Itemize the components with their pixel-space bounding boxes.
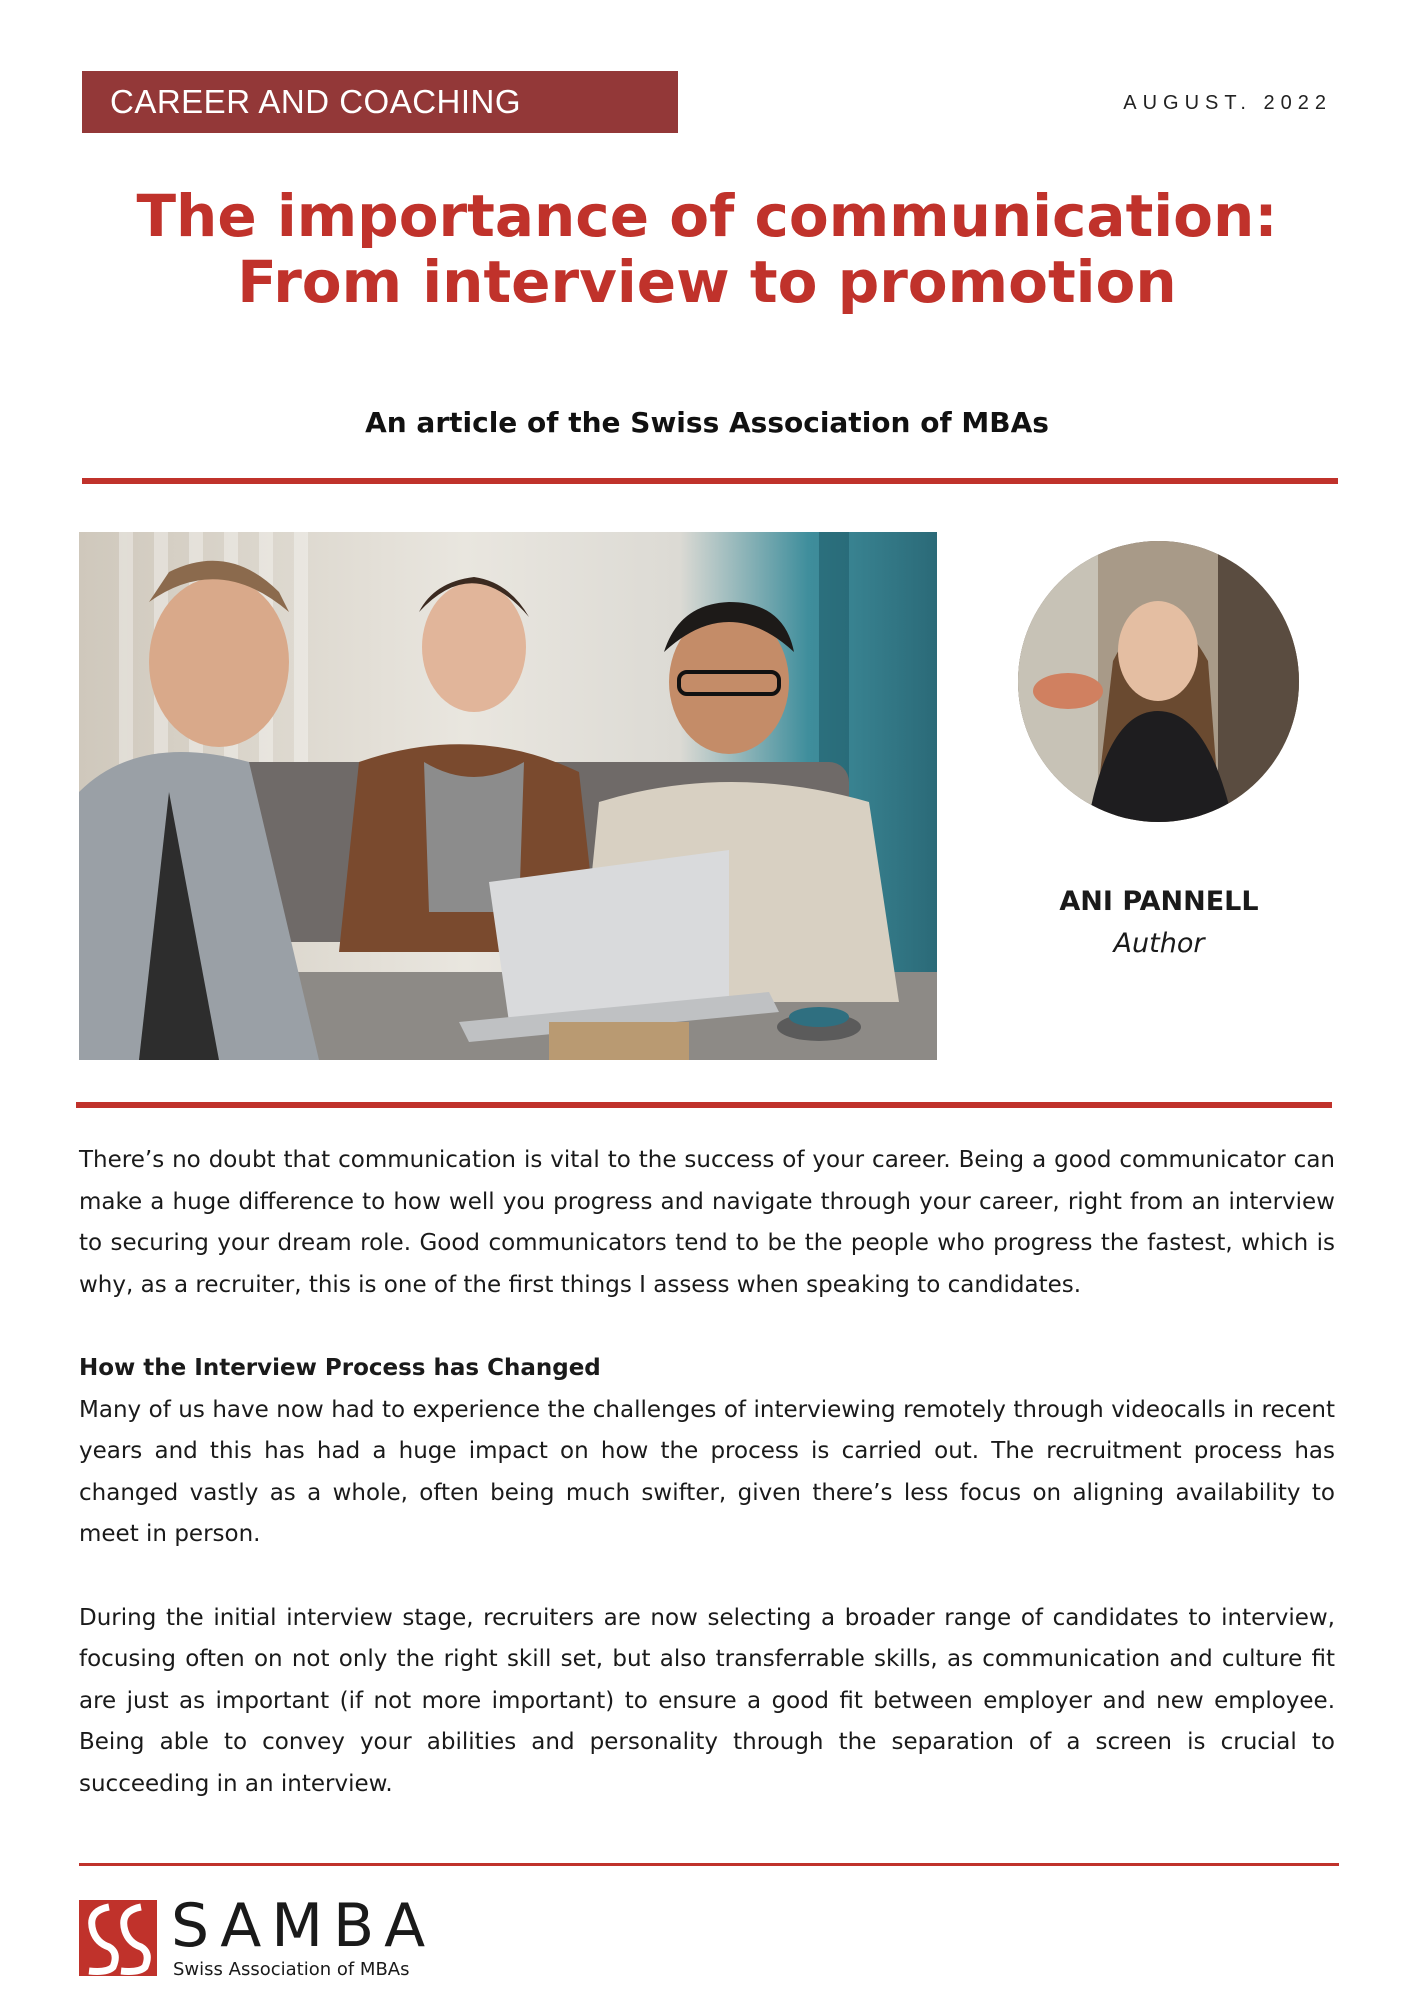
author-portrait — [1018, 541, 1299, 822]
divider-middle — [76, 1102, 1332, 1108]
article-subtitle: An article of the Swiss Association of MBAs — [365, 406, 1049, 439]
samba-logo — [79, 1891, 479, 1987]
divider-top — [82, 478, 1338, 484]
logo-tagline: Swiss Association of MBAs — [173, 1959, 410, 1980]
paragraph-intro: There’s no doubt that communication is vital to the success of your career. Being a good communicator can make a huge difference to how well you progress and navigate through your career, right from an interview to securing your dream role. Good communicators tend to be the people who progress the fastest, which is why, as a recruiter, this is one of the first things I assess when speaking to candidates. — [79, 1147, 1335, 1298]
publication-date: AUGUST. 2022 — [1123, 92, 1332, 114]
title-line-1: The importance of communication: — [136, 182, 1278, 250]
logo-wordmark: SAMBA — [171, 1891, 436, 1961]
author-role: Author — [1113, 928, 1205, 959]
article-title — [60, 183, 1354, 315]
article-photo — [79, 532, 937, 1060]
title-line-2: From interview to promotion — [237, 248, 1177, 316]
paragraph-process: Many of us have now had to experience the challenges of interviewing remotely through videocalls in recent years and this has had a huge impact on how the process is carried out. The recruitment process has changed vastly as a whole, often being much swifter, given there’s less focus on aligning availability to meet in person. — [79, 1396, 1335, 1548]
samba-logo-mark-icon — [79, 1897, 159, 1977]
author-name: ANI PANNELL — [1059, 886, 1259, 917]
divider-bottom — [79, 1863, 1339, 1866]
category-banner — [82, 71, 678, 133]
article-body — [79, 1140, 1335, 1847]
section-heading: How the Interview Process has Changed — [79, 1354, 601, 1381]
paragraph-initial-stage: During the initial interview stage, recruiters are now selecting a broader range of candidates to interview, focusing often on not only the right skill set, but also transferrable skills, as communication and culture fit are just as important (if not more important) to ensure a good fit between employer and new employee. Being able to convey your abilities and personality through the separation of a screen is crucial to succeeding in an interview. — [79, 1604, 1335, 1797]
category-label: CAREER AND COACHING — [110, 83, 522, 120]
